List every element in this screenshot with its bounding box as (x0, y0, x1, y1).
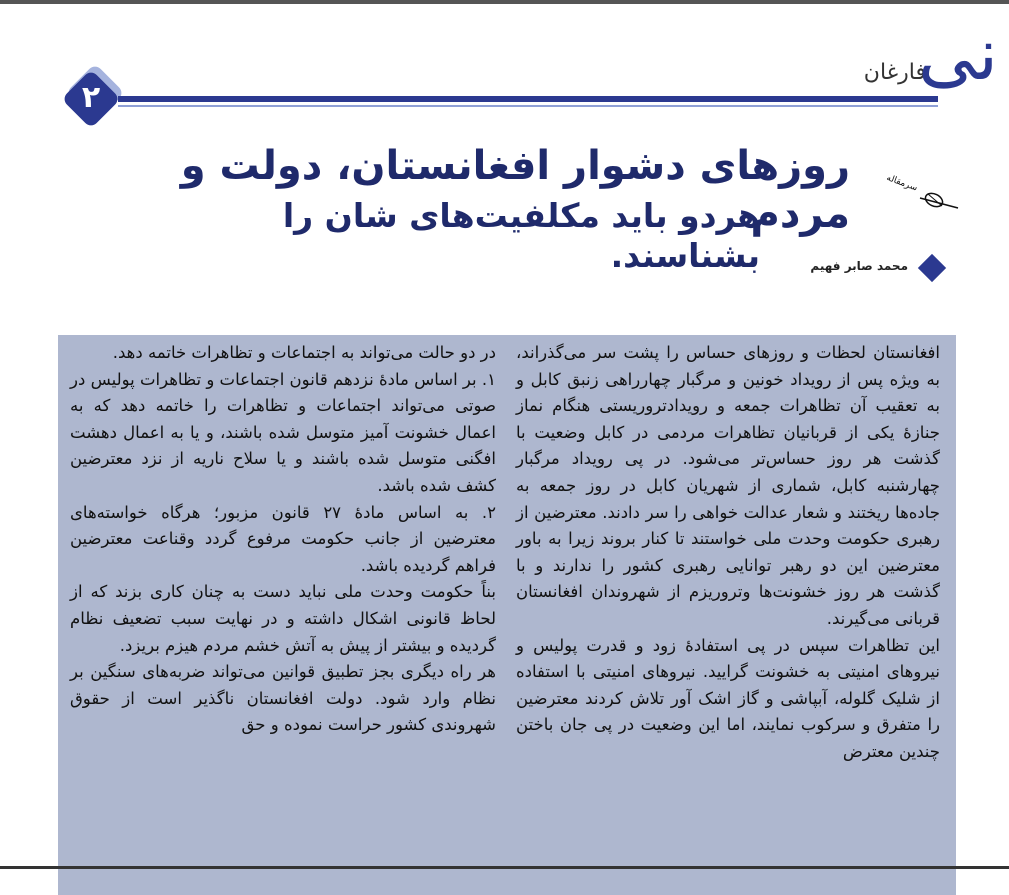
diamond-bullet-icon (918, 254, 946, 282)
paragraph: این تظاهرات سپس در پی استفادهٔ زود و قدرت پولیس و نیروهای امنیتی به خشونت گرایید. نیروهای امنیتی با استفاده از شلیک گلوله، آبپاشی و گاز اشک آور تلاش کردند معترضین را متفرق و سرکوب نمایند، اما این وضعیت در پی جان باختن چندین معترض (516, 635, 940, 761)
article-column-left (70, 340, 496, 739)
header-rule (118, 96, 938, 102)
paragraph: هر راه دیگری بجز تطبیق قوانین می‌تواند ضربه‌های سنگین بر نظام وارد شود. دولت افغانستان ناگذیر است از حقوق شهروندی کشور حراست نموده و حق (70, 662, 496, 735)
paragraph: بناً حکومت وحدت ملی نباید دست به چنان کاری بزند که از لحاظ قانونی اشکال داشته و در نهایت سبب تضعیف نظام گردیده و بیشتر از پیش به آتش خشم مردم هیزم بریزد. (70, 582, 496, 655)
article-column-right (516, 340, 940, 766)
header-rule-thin (118, 105, 938, 107)
pen-nib-icon (884, 168, 964, 218)
article-title: روزهای دشوار افغانستان، دولت و مردم (180, 143, 850, 237)
category-label: سرمقاله (885, 173, 919, 194)
section-logo-letter: نی (918, 12, 999, 96)
paragraph: افغانستان لحظات و روزهای حساس را پشت سر می‌گذراند، به ویژه پس از رویداد خونین و مرگبار چهارراهی زنبق کابل و به تعقیب آن تظاهرات جمعه و رویدادتروریستی هنگام نماز جنازهٔ یکی از قربانیان تظاهرات مردمی در کابل وضعیت با گذشت هر روز حساس‌تر می‌شود. در پی رویداد مرگبار چهارشنبه کابل، شماری از شهریان کابل در روز جمعه به جاده‌ها ریختند و شعار عدالت خواهی را سر دادند. معترضین از رهبری حکومت وحدت ملی خواستند تا کنار بروند زیرا به باور معترضین این دو رهبر توانایی رهبری کشور را ندارند و با گذشت هر روز خشونت‌ها وتروریزم از شهروندان افغانستان قربانی می‌گیرند. (516, 343, 940, 628)
paragraph: در دو حالت می‌تواند به اجتماعات و تظاهرات خاتمه دهد. (112, 343, 496, 362)
page-number-badge (60, 68, 122, 130)
article-subtitle: هردو باید مکلفیت‌های شان را بشناسند. (282, 196, 760, 275)
paragraph: ۲. به اساس مادهٔ ۲۷ قانون مزبور؛ هرگاه خواسته‌های معترضین از جانب حکومت مرفوع گردد وقناعت معترضین فراهم گردیده باشد. (70, 502, 496, 575)
paragraph: ۱. بر اساس مادهٔ نزدهم قانون اجتماعات و تظاهرات پولیس در صوتی می‌تواند اجتماعات و تظاهرات را خاتمه دهد که به اعمال خشونت آمیز متوسل شده باشند، و یا به اعمال دهشت افگنی متوسل شده باشند و یا سلاح ناریه از نزد معترضین کشف شده باشد. (70, 369, 496, 495)
top-border (0, 0, 1009, 4)
section-name: فارغان (863, 60, 926, 85)
page-number: ۲ (81, 80, 101, 115)
author-name: محمد صابر فهیم (810, 259, 908, 273)
